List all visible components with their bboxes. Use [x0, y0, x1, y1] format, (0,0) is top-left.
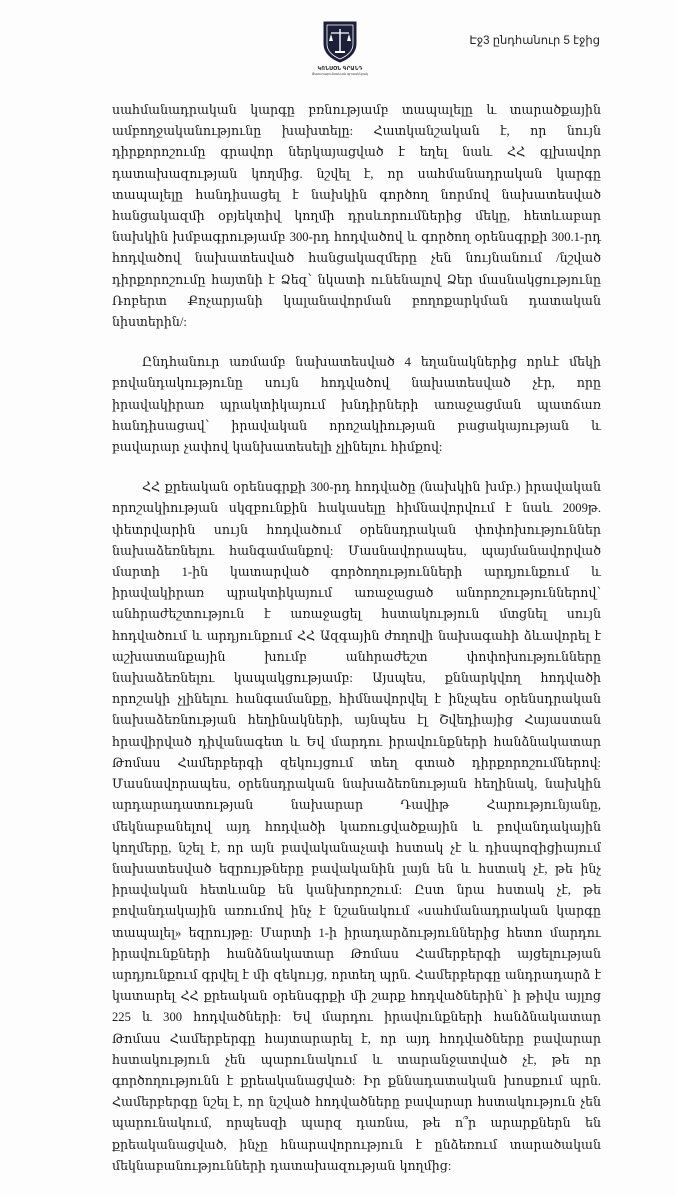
logo-subtitle: Փաստաբանական գրասենյակ — [311, 72, 369, 76]
page-header — [0, 0, 676, 100]
scales-of-justice-icon — [320, 20, 360, 64]
document-body — [112, 100, 601, 1196]
paragraph: ՀՀ քրեական օրենսգրքի 300-րդ հոդվածը (նախկին խմբ.) իրավական որոշակիության սկզբունքին հակասելը հիմնավորվում է նաև 2009թ. փետրվարին սույն հոդվածում օրենսդրական փոփոխություններ նախաձեռնելու հանգամանքով: Մասնավորապես, պայմանավորված մարտի 1-ին կատարված գործողությունների արդյունքում և իրավակիրառ պրակտիկայում առաջացած անորոշություններով՝ անհրաժեշտություն է առաջացել հստակություն մտցնել սույն հոդվածում և արդյունքում ՀՀ Ազգային ժողովի նախագահի ձևավորել է աշխատանքային խումբ անհրաժեշտ փոփոխությունները նախաձեռնելու կապակցությամբ: Այսպես, քննարկվող հոդվածի որոշակի չլինելու հանգամանքը, հիմնավորվել է ինչպես օրենսդրական նախաձեռնության հեղինակների, այնպես էլ Շվեդիայից Հայաստան հրավիրված դիվանագետ և Եվ մարդու իրավունքների հանձնակատար Թոմաս Համերբերգի զեկույցում տեղ գտած դիրքորոշումներով: Մասնավորապես, օրենսդրական նախաձեռնության հեղինակ, նախկին արդարադատության նախարար Դավիթ Հարությունյանը, մեկնաբանելով այդ հոդվածի կառուցվածքային և բովանդակային կողմերը, նշել է, որ այն բավականաչափ հստակ չէ և դիսպոզիցիայում նախատեսված եզրույթները բավականին լայն են և հստակ չէ, թե ինչ իրավական հետևանք են կանխորոշում: Ըստ նրա հստակ չէ, թե բովանդակային առումով ինչ է նշանակում «սահմանադրական կարգը տապալել» եզրույթը: Մարտի 1-ի իրադարձություններից հետո մարդու իրավունքների հանձնակատար Թոմաս Համերբերգի այցելության արդյունքում գրվել է մի զեկույց, որտեղ պրն. Համերբերգը անդրադարձ է կատարել ՀՀ քրեական օրենսգրքի մի շարք հոդվածներին՝ ի թիվս այլոց 225 և 300 հոդվածների: Եվ մարդու իրավունքների հանձնակատար Թոմաս Համերբերգը հայտարարել է, որ այդ հոդվածները բավարար հստակություն չեն պարունակում և տարանջատված չէ, թե որ գործողությունն է քրեականացված: Իր քննադատական խոսքում պրն. Համերբերգը նշել է, որ նշված հոդվածները բավարար հստակություն չեն պարունակում, որպեսզի պարզ դառնա, թե ո՞ր արարքներն են քրեականացված, ինչը հնարավորություն է ընձեռում տարածական մեկնաբանությունների դատախազության կողմից: — [112, 480, 601, 1173]
logo-name: ԿՈՆՍՕՆ ԳՐԱՆԴ — [317, 66, 363, 72]
paragraph: Ընդհանուր առմամբ նախատեսված 4 եղանակներից որևէ մեկի բովանդակությունը սույն հոդվածով նախատեսված չէր, որը իրավակիրառ պրակտիկայում խնդիրների առաջացման պատճառ հանդիսացավ՝ իրավական որոշակիության բացակայության և բավարար չափով կանխատեսելի չլինելու հիմքով: — [112, 355, 601, 455]
paragraph: սահմանադրական կարգը բռնությամբ տապալելը և տարածքային ամբողջականությունը խախտելը: Հատկանշական է, որ նույն դիրքորոշումը գրավոր ներկայացված է եղել նաև ՀՀ գլխավոր դատախազության կողմից. նշվել է, որ սահմանադրական կարգը տապալելը հանդիսացել է նախկին գործող նորմով նախատեսված հանցակազմի օբյեկտիվ կողմի դրսևորումներից մեկը, հետևաբար նախկին խմբագրությամբ 300-րդ հոդվածով և գործող օրենսգրքի 300.1-րդ հոդվածով նախատեսված հանցակազմերը չեն նույնանում /նշված դիրքորոշումը հայտնի է Ձեզ՝ նկատի ունենալով Ձեր մասնակցությունը Ռոբերտ Քոչարյանի կալանավորման բողոքարկման դատական նիստերին/: — [112, 103, 601, 330]
page-number: Էջ3 ընդհանուր 5 էջից — [469, 35, 600, 47]
law-firm-logo — [301, 20, 379, 92]
